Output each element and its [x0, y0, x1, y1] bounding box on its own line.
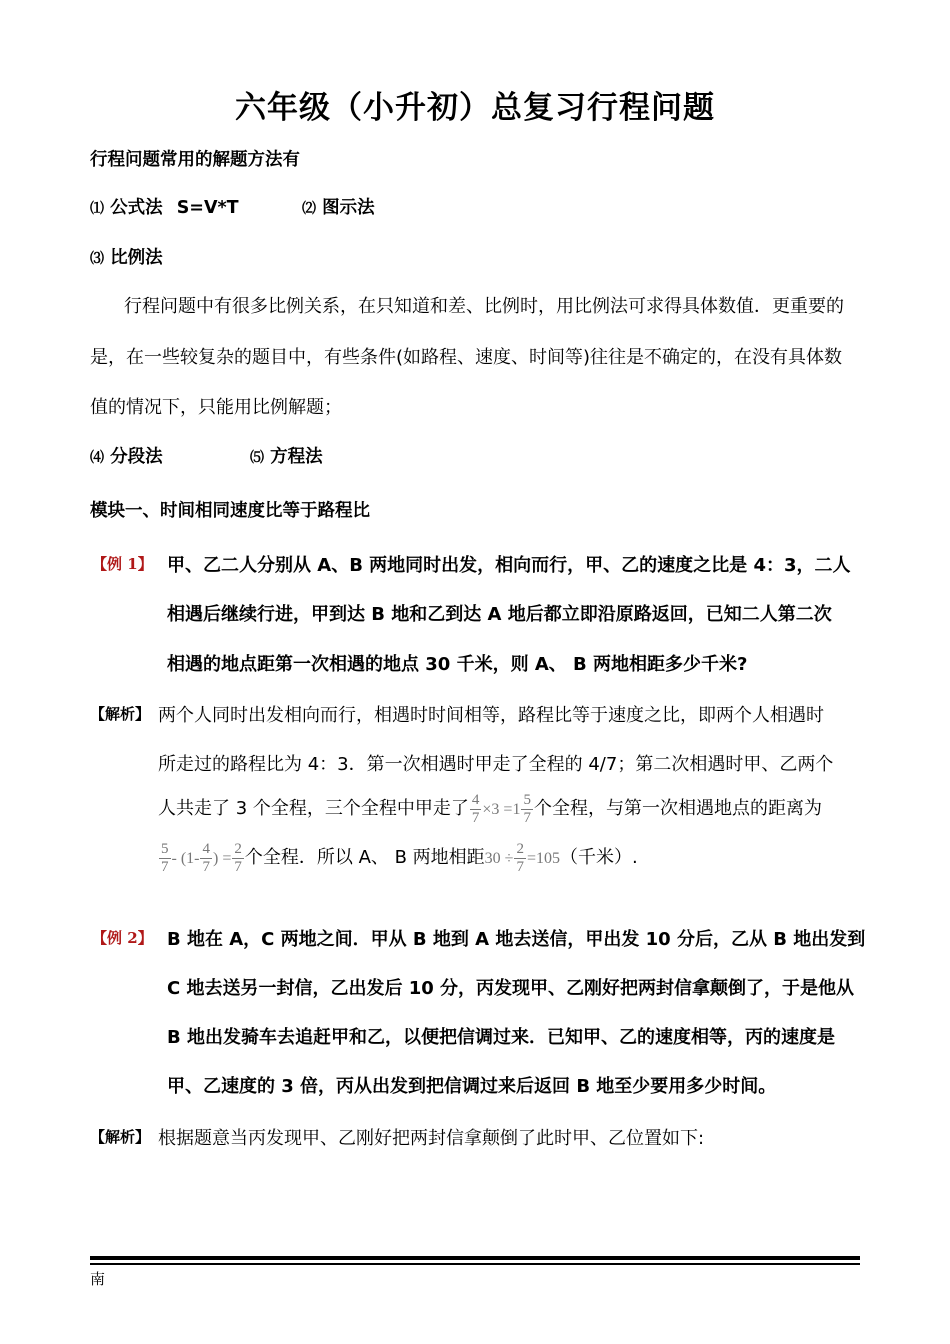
fraction-4-7: $\frac{4}{7}$ [471, 791, 480, 826]
method-3-number: ⑶ [90, 251, 104, 267]
method-2 [302, 194, 375, 219]
solution-1-line-2: 所走过的路程比为 4：3．第一次相遇时甲走了全程的 4/7；第二次相遇时甲、乙两个 [158, 754, 834, 775]
footer-rule-thick [90, 1256, 860, 1260]
method-3 [90, 244, 163, 269]
fraction-2-7-b: $\frac{2}{7}$ [516, 840, 524, 875]
method-4 [90, 443, 163, 468]
example-1-line-3: 相遇的地点距第一次相遇的地点 30 千米，则 A、 B 两地相距多少千米? [167, 654, 748, 675]
ratio-paragraph-line-2: 是，在一些较复杂的题目中，有些条件(如路程、速度、时间等)往往是不确定的，在没有具体数 [90, 347, 843, 368]
example-2-line-3: B 地出发骑车去追赶甲和乙，以便把信调过来．已知甲、乙的速度相等，丙的速度是 [167, 1027, 835, 1048]
method-2-label: 图示法 [322, 198, 375, 218]
example-1-line-1: 甲、乙二人分别从 A、B 两地同时出发，相向而行，甲、乙的速度之比是 4：3，二人 [167, 555, 851, 576]
example-1-tag: 【例 1】 [92, 555, 153, 573]
example-2-line-1: B 地在 A，C 两地之间．甲从 B 地到 A 地去送信，甲出发 10 分后，乙从 B 地出发到 [167, 929, 866, 950]
method-1-label: 公式法 [110, 198, 163, 218]
fraction-5-7-b: $\frac{5}{7}$ [161, 840, 169, 875]
solution-1-line-3: 人共走了 3 个全程，三个全程中甲走了 $\frac{4}{7}$ ×3 =1 $\frac{5}{7}$ 个全程，与第一次相遇地点的距离为 [158, 791, 822, 826]
method-1 [90, 194, 239, 219]
footer-rule-thin [90, 1263, 860, 1265]
ratio-paragraph-line-3: 值的情况下，只能用比例解题； [90, 397, 342, 418]
method-5-number: ⑸ [250, 450, 264, 466]
module-1-heading: 模块一、时间相同速度比等于路程比 [90, 501, 370, 521]
example-1-line-2: 相遇后继续行进，甲到达 B 地和乙到达 A 地后都立即沿原路返回，已知二人第二次 [167, 604, 832, 625]
method-4-label: 分段法 [110, 447, 163, 467]
solution-1-tag: 【解析】 [90, 705, 151, 723]
method-5-label: 方程法 [270, 447, 323, 467]
method-1-formula: S=V*T [176, 198, 239, 218]
method-3-label: 比例法 [110, 248, 163, 268]
method-5 [250, 443, 323, 468]
ratio-paragraph-line-1: 行程问题中有很多比例关系，在只知道和差、比例时，用比例法可求得具体数值．更重要的 [124, 296, 844, 317]
fraction-5-7: $\frac{5}{7}$ [523, 791, 531, 826]
method-1-number: ⑴ [90, 201, 104, 217]
solution-1-line-4: $\frac{5}{7}$ - (1- $\frac{4}{7}$ ) = $\frac{2}{7}$ 个全程．所以 A、 B 两地相距30 ÷ $\frac{2}{7}$ =105（千米）. [161, 840, 638, 875]
solution-2-tag: 【解析】 [90, 1128, 151, 1146]
method-2-number: ⑵ [302, 201, 316, 217]
method-4-number: ⑷ [90, 450, 104, 466]
fraction-4-7-b: $\frac{4}{7}$ [202, 840, 210, 875]
methods-heading: 行程问题常用的解题方法有 [90, 150, 300, 170]
example-2-line-2: C 地去送另一封信，乙出发后 10 分，丙发现甲、乙刚好把两封信拿颠倒了，于是他从 [167, 978, 855, 999]
fraction-2-7: $\frac{2}{7}$ [234, 840, 242, 875]
solution-2-line-1: 根据题意当丙发现甲、乙刚好把两封信拿颠倒了此时甲、乙位置如下: [158, 1128, 705, 1149]
example-2-tag: 【例 2】 [92, 929, 153, 947]
footer-text: 南 [90, 1270, 106, 1288]
document-title: 六年级（小升初）总复习行程问题 [235, 90, 715, 126]
example-2-line-4: 甲、乙速度的 3 倍，丙从出发到把信调过来后返回 B 地至少要用多少时间。 [167, 1076, 777, 1097]
solution-1-line-1: 两个人同时出发相向而行，相遇时时间相等，路程比等于速度之比，即两个人相遇时 [158, 705, 824, 726]
